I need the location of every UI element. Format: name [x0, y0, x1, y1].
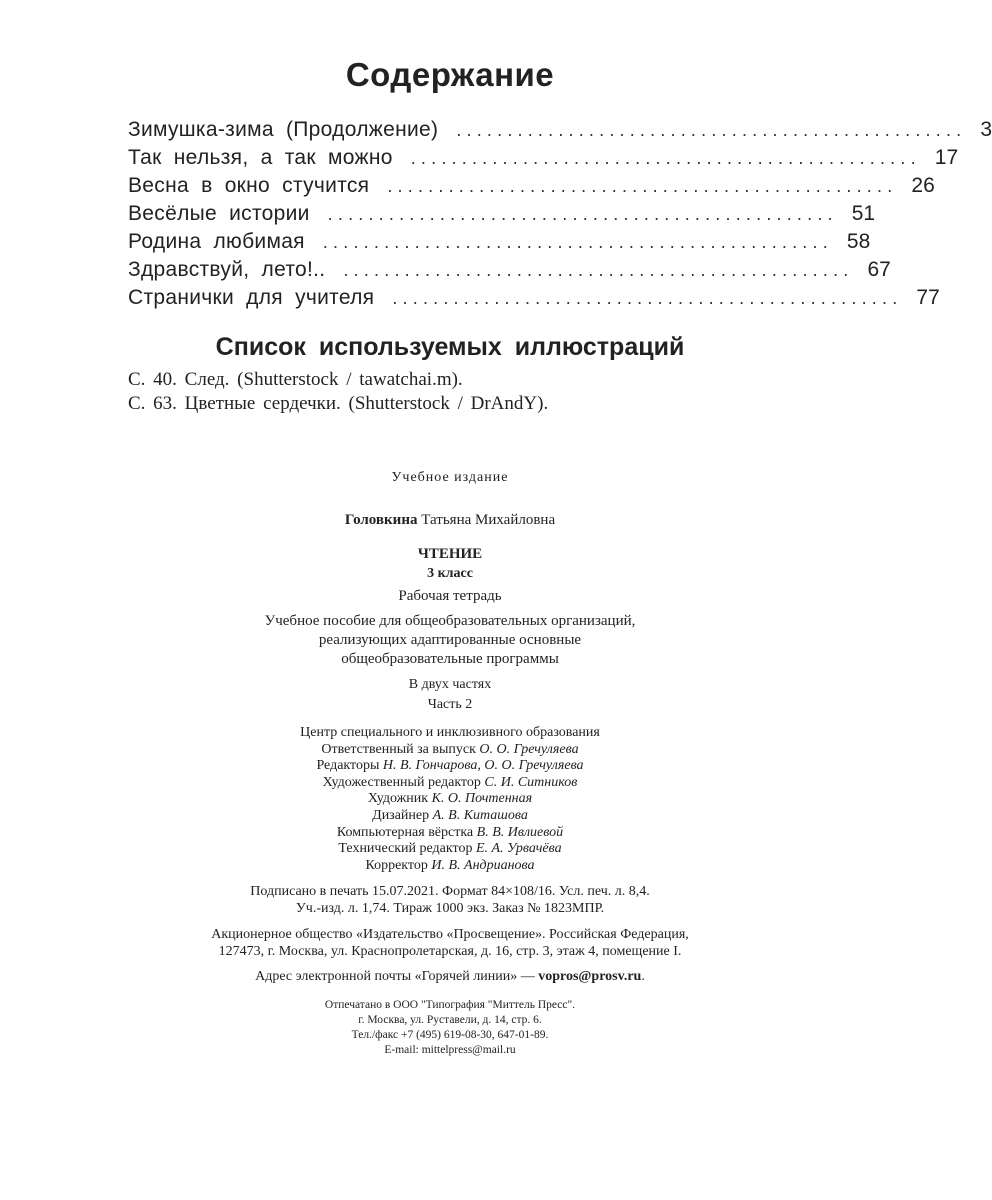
part-number: Часть 2: [427, 697, 473, 712]
illustration-credit: С. 63. Цветные сердечки. (Shutterstock / DrAndY).: [128, 393, 549, 414]
publisher-info: [0, 926, 900, 960]
staff-line: [0, 791, 900, 808]
staff-name: К. О. Почтенная: [431, 791, 533, 807]
staff-name: А. В. Киташова: [432, 807, 528, 823]
toc-entry-page: 3: [980, 118, 992, 141]
staff-line: [0, 742, 900, 759]
toc-entry-label: Зимушка-зима (Продолжение): [128, 118, 439, 141]
description-line: общеобразовательные программы: [341, 651, 559, 667]
toc-entry-label: Так нельзя, а так можно: [128, 146, 393, 169]
author-surname: Головкина: [344, 512, 418, 528]
toc-leader-dots: ..................................................: [387, 176, 898, 196]
staff-role: Редакторы: [316, 758, 380, 774]
toc-entry: [128, 146, 959, 174]
toc-entry-label: Странички для учителя: [128, 286, 375, 309]
toc-leader-dots: ..................................................: [322, 232, 833, 252]
printer-line: E-mail: mittelpress@mail.ru: [384, 1044, 516, 1057]
toc-entry-label: Родина любимая: [128, 230, 305, 253]
staff-role: Художественный редактор: [322, 774, 481, 790]
toc-entry-page: 17: [934, 146, 959, 169]
printer-info: [0, 998, 900, 1058]
subject-title: ЧТЕНИЕ: [417, 546, 483, 562]
toc-leader-dots: ..................................................: [343, 260, 854, 280]
toc-leader-dots: ..................................................: [392, 288, 903, 308]
toc-leader-dots: ..................................................: [410, 148, 921, 168]
parts-count: В двух частях: [408, 677, 492, 692]
hotline-email: [0, 969, 900, 987]
staff-name: В. В. Ивлиевой: [476, 824, 564, 840]
email-address: vopros@prosv.ru: [538, 969, 642, 985]
toc-entry-page: 51: [851, 202, 876, 225]
toc-title: Содержание: [345, 56, 555, 93]
print-info-line: Уч.-изд. л. 1,74. Тираж 1000 экз. Заказ № 1823МПР.: [295, 901, 605, 917]
toc-entry: [128, 174, 935, 202]
staff-credits: [0, 725, 900, 874]
illustrations-title: Список используемых иллюстраций: [215, 333, 685, 361]
staff-role: Ответственный за выпуск: [321, 741, 476, 757]
publisher-line: Акционерное общество «Издательство «Просвещение». Российская Федерация,: [211, 927, 689, 943]
staff-name: С. И. Ситников: [484, 774, 578, 790]
toc-entry: [128, 230, 871, 258]
edition-kind: Учебное издание: [391, 470, 509, 485]
toc-entry-page: 67: [867, 258, 891, 281]
toc-leader-dots: ..................................................: [327, 204, 838, 224]
book-type: Рабочая тетрадь: [398, 588, 502, 604]
book-description: [0, 612, 900, 669]
print-info-line: Подписано в печать 15.07.2021. Формат 84×108/16. Усл. печ. л. 8,4.: [250, 884, 650, 900]
printer-line: Отпечатано в ООО "Типография "Миттель Пресс".: [324, 999, 576, 1012]
staff-name: Е. А. Урвачёва: [475, 841, 562, 857]
toc-entry-label: Весна в окно стучится: [128, 174, 370, 197]
staff-line: [0, 841, 900, 858]
toc-leader-dots: ..................................................: [456, 120, 967, 140]
toc-entry-label: Весёлые истории: [128, 202, 310, 225]
staff-line: [0, 808, 900, 825]
staff-role: Корректор: [365, 857, 428, 873]
staff-role: Технический редактор: [338, 841, 473, 857]
printer-line: Тел./факс +7 (495) 619-08-30, 647-01-89.: [351, 1029, 549, 1042]
toc-entry-page: 58: [846, 230, 871, 253]
staff-role: Дизайнер: [372, 807, 430, 823]
print-info: [0, 883, 900, 917]
publisher-line: 127473, г. Москва, ул. Краснопролетарская, д. 16, стр. 3, этаж 4, помещение I.: [218, 944, 682, 960]
staff-role: Компьютерная вёрстка: [336, 824, 474, 840]
toc-entry: [128, 286, 940, 314]
staff-line: [0, 858, 900, 875]
illustrations-list: [128, 369, 548, 417]
printer-line: г. Москва, ул. Руставели, д. 14, стр. 6.: [358, 1014, 542, 1027]
staff-name: О. О. Гречуляева: [479, 741, 579, 757]
staff-role: Художник: [367, 791, 429, 807]
toc-entry: [128, 118, 992, 146]
staff-line: [0, 825, 900, 842]
author-name: Татьяна Михайловна: [421, 512, 556, 528]
grade: 3 класс: [427, 566, 473, 581]
staff-line: [0, 758, 900, 775]
center-name: Центр специального и инклюзивного образования: [300, 725, 600, 740]
toc-entry: [128, 258, 891, 286]
staff-line: [0, 775, 900, 792]
table-of-contents: [128, 118, 992, 314]
illustration-credit: С. 40. След. (Shutterstock / tawatchai.m).: [128, 369, 463, 390]
toc-entry: [128, 202, 876, 230]
description-line: Учебное пособие для общеобразовательных организаций,: [264, 613, 636, 629]
toc-entry-label: Здравствуй, лето!..: [128, 258, 326, 281]
parts-info: [0, 675, 900, 715]
email-label: Адрес электронной почты «Горячей линии» —: [255, 969, 535, 985]
toc-entry-page: 26: [911, 174, 935, 197]
staff-name: И. В. Андрианова: [431, 857, 535, 873]
toc-entry-page: 77: [916, 286, 940, 309]
author: [0, 512, 900, 532]
email-period: .: [641, 969, 645, 985]
staff-name: Н. В. Гончарова, О. О. Гречуляева: [382, 758, 584, 774]
imprint-block: [0, 470, 900, 1058]
description-line: реализующих адаптированные основные: [318, 632, 582, 648]
